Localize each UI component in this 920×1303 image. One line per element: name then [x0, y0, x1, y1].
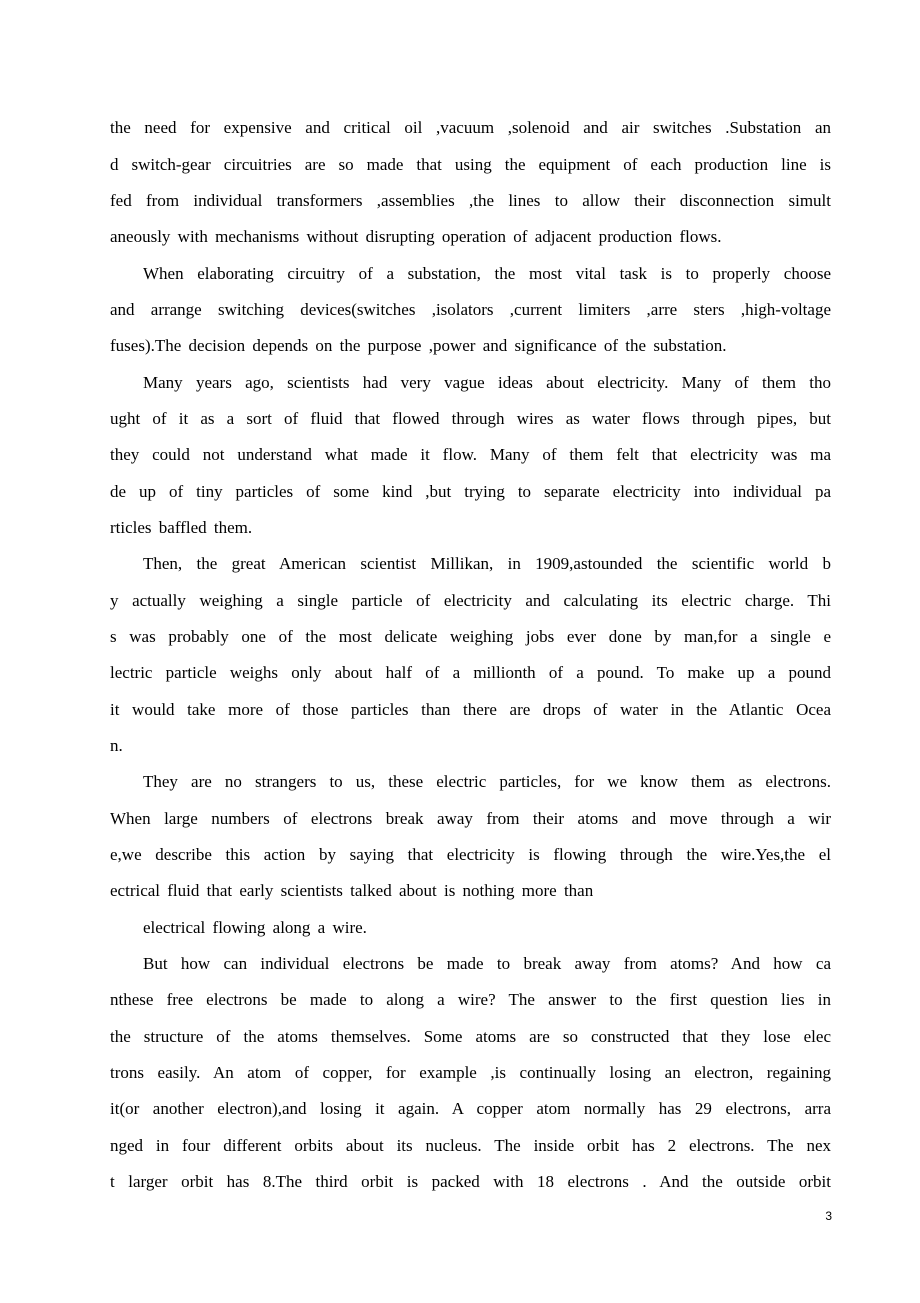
- text-line: it would take more of those particles than there are drops of water in the Atlantic Ocea: [110, 700, 831, 719]
- text-line: it(or another electron),and losing it again. A copper atom normally has 29 electrons, arra: [110, 1099, 831, 1118]
- paragraph-first-line: Many years ago, scientists had very vague ideas about electricity. Many of them tho: [143, 373, 831, 392]
- text-line: ectrical fluid that early scientists talked about is nothing more than: [110, 881, 594, 900]
- text-line: they could not understand what made it flow. Many of them felt that electricity was ma: [110, 445, 831, 464]
- paragraph-first-line: When elaborating circuitry of a substation, the most vital task is to properly choose: [143, 264, 831, 283]
- text-line: trons easily. An atom of copper, for example ,is continually losing an electron, regaining: [110, 1063, 831, 1082]
- text-line: s was probably one of the most delicate weighing jobs ever done by man,for a single e: [110, 627, 831, 646]
- text-line: fuses).The decision depends on the purpose ,power and significance of the substation.: [110, 336, 727, 355]
- paragraph-first-line: They are no strangers to us, these electric particles, for we know them as electrons.: [143, 772, 831, 791]
- text-line: y actually weighing a single particle of electricity and calculating its electric charge. Thi: [110, 591, 831, 610]
- page-number: 3: [825, 1209, 832, 1223]
- text-line: n.: [110, 736, 123, 755]
- text-line: de up of tiny particles of some kind ,but trying to separate electricity into individual pa: [110, 482, 831, 501]
- text-line: the structure of the atoms themselves. Some atoms are so constructed that they lose elec: [110, 1027, 831, 1046]
- text-line: d switch-gear circuitries are so made that using the equipment of each production line is: [110, 155, 831, 174]
- text-line: rticles baffled them.: [110, 518, 253, 537]
- text-line: When large numbers of electrons break away from their atoms and move through a wir: [110, 809, 831, 828]
- text-line: and arrange switching devices(switches ,isolators ,current limiters ,arre sters ,high-voltage: [110, 300, 831, 319]
- paragraph-first-line: Then, the great American scientist Millikan, in 1909,astounded the scientific world b: [143, 554, 831, 573]
- text-line: t larger orbit has 8.The third orbit is packed with 18 electrons . And the outside orbit: [110, 1172, 831, 1191]
- text-line: nthese free electrons be made to along a wire? The answer to the first question lies in: [110, 990, 831, 1009]
- text-line: nged in four different orbits about its nucleus. The inside orbit has 2 electrons. The nex: [110, 1136, 831, 1155]
- text-line: fed from individual transformers ,assemblies ,the lines to allow their disconnection simult: [110, 191, 831, 210]
- paragraph-first-line: But how can individual electrons be made to break away from atoms? And how ca: [143, 954, 831, 973]
- text-line: e,we describe this action by saying that electricity is flowing through the wire.Yes,the el: [110, 845, 831, 864]
- text-line: electrical flowing along a wire.: [143, 918, 367, 937]
- text-line: aneously with mechanisms without disrupting operation of adjacent production flows.: [110, 227, 722, 246]
- text-line: ught of it as a sort of fluid that flowed through wires as water flows through pipes, but: [110, 409, 831, 428]
- text-line: lectric particle weighs only about half of a millionth of a pound. To make up a pound: [110, 663, 831, 682]
- text-line: the need for expensive and critical oil ,vacuum ,solenoid and air switches .Substation an: [110, 118, 831, 137]
